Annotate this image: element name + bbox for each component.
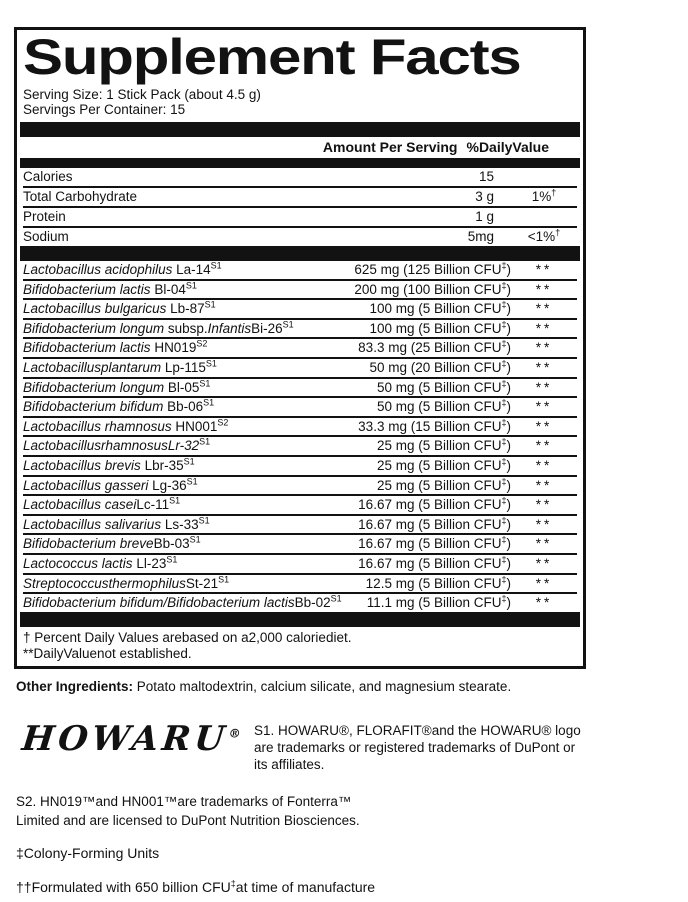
ingredient-row-dv: ** [535,301,553,317]
amount-per-serving-header: Amount Per Serving [322,139,458,155]
footnotes [23,627,577,666]
formulated-note: ††Formulated with 650 billion CFU‡at time of manufacture [16,878,376,895]
ingredient-row-dv: ** [535,438,553,454]
ingredient-row [23,359,577,379]
ingredient-row [23,555,577,575]
howaru-logo [20,719,242,759]
brand-row [20,719,586,773]
ingredient-row-amount: 625 mg (125 Billion CFU‡) [354,260,511,277]
divider-bar-top [20,122,580,137]
howaru-logo-text: HOWARU [20,718,231,759]
s2-note-line1: S2. HN019™and HN001™are trademarks of Fonterra™ [16,793,352,809]
footnote-daily-value: † Percent Daily Values arebased on a2,000 caloriediet. [23,629,352,645]
nutrient-row-amount: 1 g [475,209,494,224]
ingredient-row-amount: 25 mg (5 Billion CFU‡) [376,476,511,493]
nutrient-row-name: Sodium [23,229,69,244]
ingredient-row-dv: ** [535,320,553,336]
divider-bar-ingredients [20,612,580,627]
ingredient-row-amount: 16.67 mg (5 Billion CFU‡) [358,554,511,571]
ingredient-row-amount: 50 mg (5 Billion CFU‡) [376,397,511,415]
ingredient-row [23,398,577,418]
cfu-definition-note: ‡Colony-Forming Units [16,844,160,861]
column-header-row [23,137,577,158]
nutrient-row-name: Calories [23,169,73,184]
ingredient-row-amount: 200 mg (100 Billion CFU‡) [354,280,511,297]
ingredient-row-dv: ** [535,516,553,532]
s1-trademark-note: S1. HOWARU®, FLORAFIT®and the HOWARU® logo are trademarks or registered trademarks of DuPont or its affiliates. [254,722,581,772]
ingredient-row-name: Bifidobacterium lactis $Bl-04^{S1}$ [23,280,197,297]
ingredient-row-amount: 50 mg (20 Billion CFU‡) [369,358,511,375]
ingredient-row [23,261,577,281]
daily-value-header: %DailyValue [466,139,549,155]
nutrient-row [23,208,577,228]
ingredient-row [23,320,577,340]
ingredient-row [23,535,577,555]
ingredient-row-amount: 50 mg (5 Billion CFU‡) [376,378,511,395]
ingredient-row-dv: ** [535,340,553,356]
nutrient-row-dv: <1%† [527,227,561,244]
ingredient-row [23,516,577,536]
ingredient-row-name: Lactobacillus salivarius $Ls-33^{S1}$ [23,515,210,532]
ingredient-row-dv: ** [535,457,553,473]
ingredient-row [23,418,577,438]
panel-title: Supplement Facts [23,29,521,85]
ingredient-row-amount: 100 mg (5 Billion CFU‡) [369,319,511,336]
ingredient-row-name: Lactobacillus rhamnosus $HN001^{S2}$ [23,417,229,434]
ingredient-row-name: Lactobacillus gasseri $Lg-36^{S1}$ [23,476,198,493]
ingredient-row-name: Lactobacillus acidophilus $La-14^{S1}$ [23,260,222,277]
other-ingredients-label: Other Ingredients: [16,678,134,694]
divider-bar-header [20,158,580,168]
ingredient-row-dv: ** [535,477,553,493]
servings-per-container: Servings Per Container: 15 [23,102,186,117]
ingredient-row-dv: ** [535,399,553,415]
ingredient-row-name: Bifidobacterium longum $Bl-05^{S1}$ [23,378,211,395]
ingredient-row-amount: 11.1 mg (5 Billion CFU‡) [366,593,511,611]
ingredient-row-amount: 12.5 mg (5 Billion CFU‡) [365,574,511,591]
ingredient-row-name: Bifidobacterium bifidum/Bifidobacterium lactisBb-$02^{S1}$ [23,593,342,611]
ingredient-row-name: Lactobacillus brevis Lbr-$35^{S1}$ [23,456,195,473]
serving-info [23,87,577,117]
nutrient-row-name: Protein [23,209,66,224]
nutrient-row [23,188,577,208]
ingredient-row-dv: ** [535,281,553,297]
ingredient-row-dv: ** [535,555,553,571]
ingredient-row [23,496,577,516]
ingredient-row-dv: ** [535,595,553,611]
ingredient-row-amount: 100 mg (5 Billion CFU‡) [369,299,511,317]
ingredient-row-amount: 33.3 mg (15 Billion CFU‡) [358,417,511,434]
divider-bar-nutrients [20,246,580,261]
ingredient-row-amount: 16.67 mg (5 Billion CFU‡) [358,515,511,532]
ingredient-row-name: Lactobacillus bulgaricus $Lb-87^{S1}$ [23,299,216,317]
ingredient-row-dv: ** [535,575,553,591]
supplement-facts-panel [14,27,586,669]
ingredient-row-dv: ** [535,418,553,434]
ingredient-row-name: Lactobacillus caseiLc-$11^{S1}$ [23,495,181,513]
ingredient-row [23,477,577,497]
ingredient-row-amount: 16.67 mg (5 Billion CFU‡) [358,495,511,513]
serving-size: Serving Size: 1 Stick Pack (about 4.5 g) [23,87,261,102]
s2-note-line2: Limited and are licensed to DuPont Nutrition Biosciences. [16,812,360,828]
ingredient-row [23,339,577,359]
ingredient-row-name: Bifidobacterium breveBb-$03^{S1}$ [23,534,201,552]
ingredient-row-name: Bifidobacterium lactis $HN019^{S2}$ [23,338,208,356]
nutrient-row-amount: 3 g [475,189,494,204]
ingredient-row [23,575,577,595]
nutrient-row [23,168,577,188]
supplement-label-page [0,27,600,902]
other-ingredients [16,678,586,695]
ingredient-row [23,437,577,457]
ingredient-row-amount: 16.67 mg (5 Billion CFU‡) [358,534,511,552]
ingredient-row-name: StreptococcusthermophilusSt-$21^{S1}$ [23,574,230,591]
nutrient-row-amount: 5mg [467,229,494,244]
ingredient-row [23,300,577,320]
ingredient-row [23,594,577,612]
ingredient-row-name: Bifidobacterium longum $subsp.InfantisBi-26^{S1}$ [23,319,294,336]
ingredient-row-name: Lactobacillusplantarum $Lp-115^{S1}$ [23,358,217,375]
ingredient-row-name: Lactococcus lactis $Ll-23^{S1}$ [23,554,178,571]
ingredient-row-amount: 25 mg (5 Billion CFU‡) [376,436,511,454]
registered-mark-icon: ® [227,726,242,741]
ingredient-row-dv: ** [535,359,553,375]
ingredient-row [23,379,577,399]
ingredient-row-amount: 25 mg (5 Billion CFU‡) [376,456,511,473]
ingredient-rows [23,261,577,612]
ingredient-row-name: Bifidobacterium bifidum $Bb-06^{S1}$ [23,397,215,415]
nutrient-row-amount: 15 [478,169,494,184]
ingredient-row-amount: 83.3 mg (25 Billion CFU‡) [358,338,511,356]
nutrient-row-dv: 1%† [531,187,557,204]
ingredient-row [23,281,577,301]
ingredient-row-name: LactobacillusrhamnosusLr-$32^{S1}$ [23,436,211,454]
footnote-not-established: **DailyValuenot established. [23,645,192,661]
ingredient-row-dv: ** [535,379,553,395]
ingredient-row-dv: ** [535,262,553,277]
s2-trademark-note [16,792,586,830]
other-ingredients-text: Potato maltodextrin, calcium silicate, and magnesium stearate. [133,678,512,694]
nutrient-row-name: Total Carbohydrate [23,189,138,204]
ingredient-row-dv: ** [535,536,553,552]
ingredient-row [23,457,577,477]
ingredient-row-dv: ** [535,497,553,513]
nutrient-rows [23,168,577,246]
nutrient-row [23,228,577,246]
